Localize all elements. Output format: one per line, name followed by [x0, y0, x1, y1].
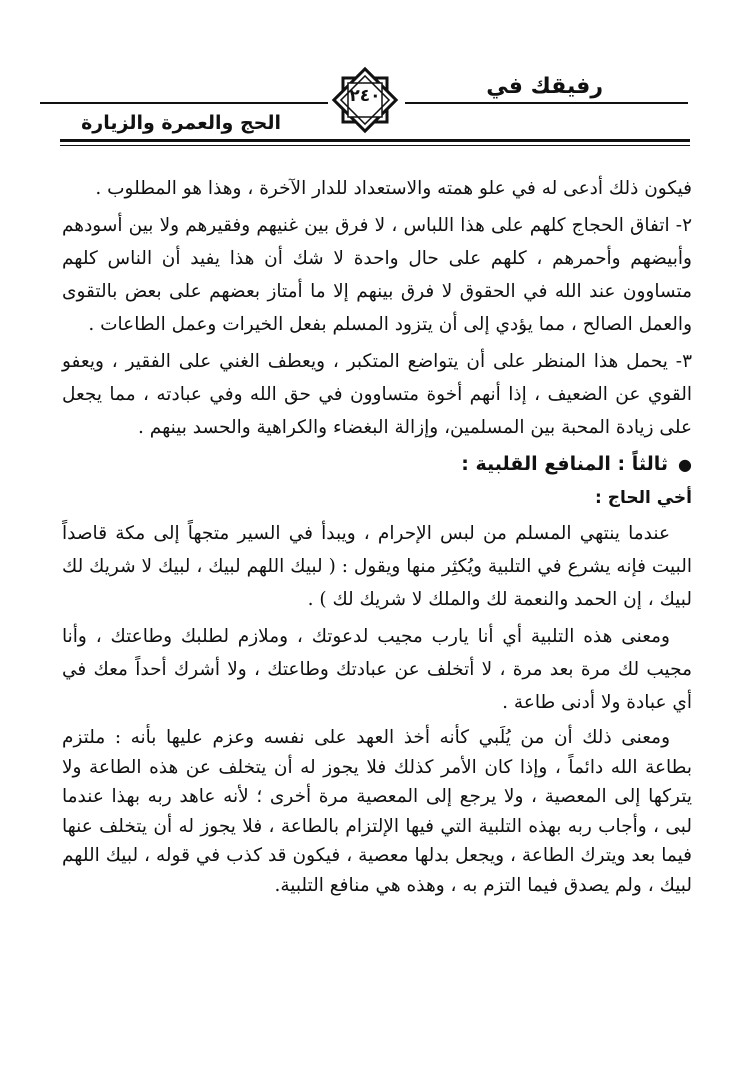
- paragraph-1: فيكون ذلك أدعى له في علو همته والاستعداد للدار الآخرة ، وهذا هو المطلوب .: [95, 178, 692, 199]
- header-rule-bottom-thin: [60, 145, 690, 146]
- page-body: [62, 172, 692, 904]
- book-title-top: رفيقك في: [486, 74, 603, 99]
- paragraph-5: ومعنى هذه التلبية أي أنا يارب مجيب لدعوتك ، وملازم لطلبك وطاعتك ، وأنا مجيب لك مرة بعد مرة ، لا أتخلف عن عبادتك وطاعتك ، ولا أشرك أحداً معك في أي عبادة ولا أدنى طاعة .: [62, 626, 692, 713]
- book-title-bottom: الحج والعمرة والزيارة: [81, 112, 281, 134]
- header-rule-left: [40, 102, 328, 104]
- header-rule-right: [405, 102, 688, 104]
- page-number: ٢٤٠: [349, 86, 381, 106]
- bullet-icon: ●: [678, 455, 692, 474]
- paragraph-3: ٣- يحمل هذا المنظر على أن يتواضع المتكبر ، ويعطف الغني على الفقير ، ويعفو القوي عن الضعيف ، إذا أنهم أخوة متساوون في حق الله وفي عبادته ، مما يجعل على زيادة المحبة بين المسلمين، وإزالة البغضاء والكراهية والحسد بينهم .: [62, 351, 692, 438]
- address-line: أخي الحاج :: [594, 488, 692, 508]
- paragraph-6: ومعنى ذلك أن من يُلَبي كأنه أخذ العهد على نفسه وعزم عليها بأنه : ملتزم بطاعة الله دائماً ، وإذا كان الأمر كذلك فلا يجوز له أن يتخلف عن هذه الطاعة ولا يتركها إلى المعصية ، ولا يرجع إلى المعصية مرة أخرى ؛ لأنه عاهد ربه بهذا عندما لبى ، وأجاب ربه بهذه التلبية التي فيها الإلتزام بالطاعة ، فلا يجوز له أن يتخلف عنها فيما بعد ويترك الطاعة ، ويجعل بدلها معصية ، فيكون قد كذب في قوله ، لبيك اللهم لبيك ، ولم يصدق فيما التزم به ، وهذه هي منافع التلبية.: [62, 727, 692, 896]
- page-header: [0, 0, 751, 160]
- paragraph-2: ٢- اتفاق الحجاج كلهم على هذا اللباس ، لا فرق بين غنيهم وفقيرهم ولا بين أسودهم وأبيضهم وأحمرهم ، كلهم على حال واحدة لا شك أن هذا يفيد أن الناس كلهم متساوون عند الله في الحقوق لا فرق بينهم إلا ما أمتاز بعضهم على بعض بالتقوى والعمل الصالح ، مما يؤدي إلى أن يتزود المسلم بفعل الخيرات وعمل الطاعات .: [62, 215, 692, 335]
- paragraph-4: عندما ينتهي المسلم من لبس الإحرام ، ويبدأ في السير متجهاً إلى مكة قاصداً البيت فإنه يشرع في التلبية ويُكثِر منها ويقول : ( لبيك اللهم لبيك ، لبيك لا شريك لك لبيك ، إن الحمد والنعمة لك والملك لا شريك لك ) .: [62, 523, 692, 610]
- section-heading-text: ثالثاً : المنافع القلبية :: [461, 453, 669, 475]
- header-rule-bottom-thick: [60, 139, 690, 142]
- section-heading: [62, 448, 692, 481]
